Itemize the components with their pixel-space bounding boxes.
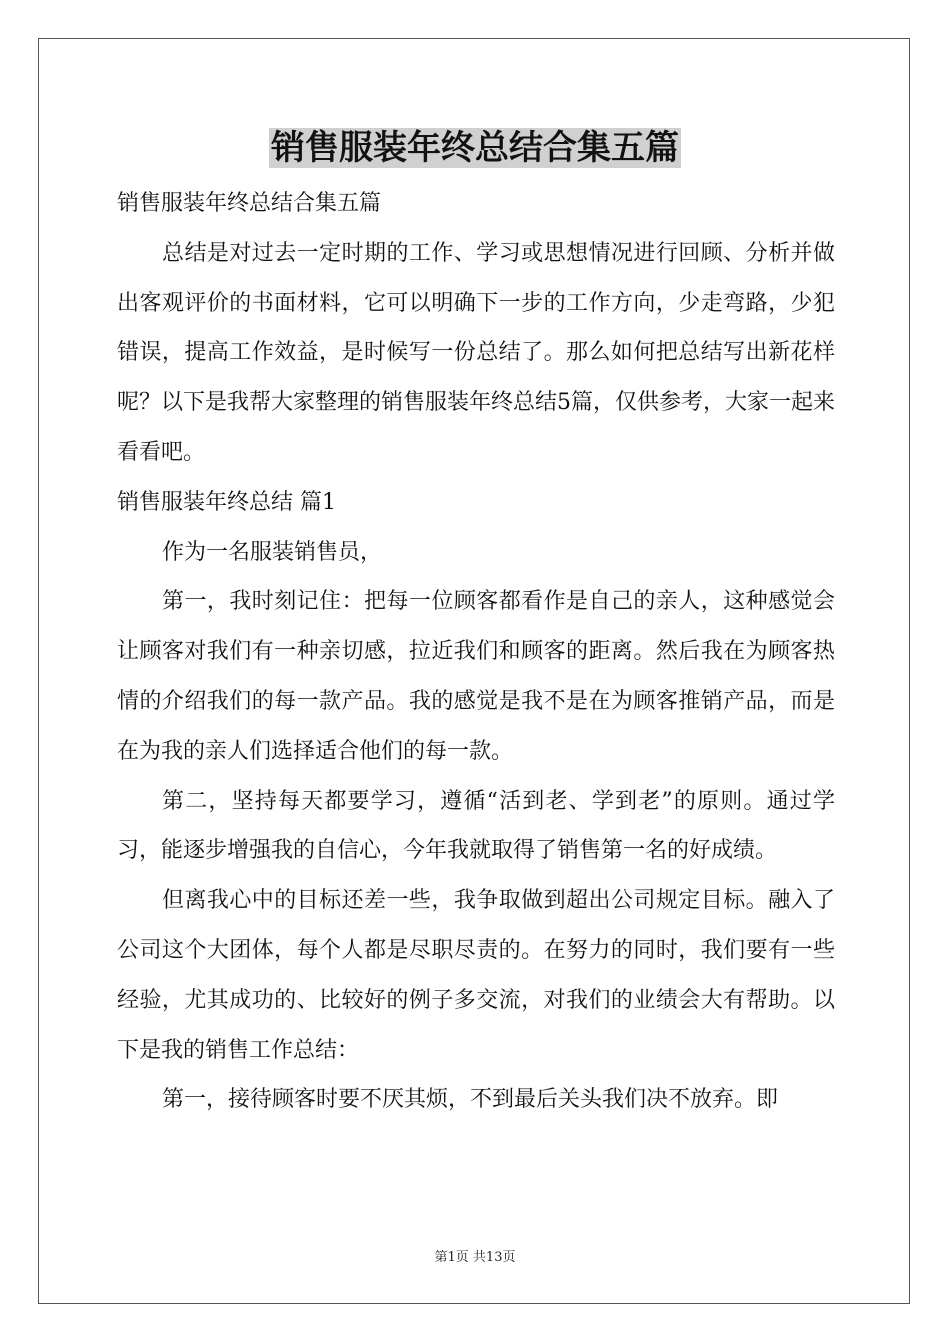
- paragraph: 总结是对过去一定时期的工作、学习或思想情况进行回顾、分析并做出客观评价的书面材料，它可以明确下一步的工作方向，少走弯路，少犯错误，提高工作效益，是时候写一份总结了。那么如何把总结写出新花样呢？以下是我帮大家整理的销售服装年终总结5篇，仅供参考，大家一起来看看吧。: [117, 240, 835, 465]
- paragraph: 第二，坚持每天都要学习，遵循“活到老、学到老”的原则。通过学习，能逐步增强我的自信心，今年我就取得了销售第一名的好成绩。: [117, 788, 835, 864]
- document-title: 销售服装年终总结合集五篇: [271, 128, 679, 168]
- paragraph: 销售服装年终总结 篇1: [117, 489, 336, 515]
- document-title-container: [0, 124, 950, 172]
- paragraph: 但离我心中的目标还差一些，我争取做到超出公司规定目标。融入了公司这个大团体，每个人都是尽职尽责的。在努力的同时，我们要有一些经验，尤其成功的、比较好的例子多交流，对我们的业绩会大有帮助。以下是我的销售工作总结：: [117, 888, 835, 1063]
- page-footer: 第1页 共13页: [434, 1250, 516, 1265]
- paragraph: 销售服装年终总结合集五篇: [117, 191, 382, 216]
- document-body: [117, 179, 835, 1125]
- paragraph: 第一，接待顾客时要不厌其烦，不到最后关头我们决不放弃。即: [162, 1087, 779, 1113]
- paragraph: 第一，我时刻记住：把每一位顾客都看作是自己的亲人，这种感觉会让顾客对我们有一种亲切感，拉近我们和顾客的距离。然后我在为顾客热情的介绍我们的每一款产品。我的感觉是我不是在为顾客推销产品，而是在为我的亲人们选择适合他们的每一款。: [117, 589, 835, 764]
- paragraph: 作为一名服装销售员，: [162, 539, 383, 565]
